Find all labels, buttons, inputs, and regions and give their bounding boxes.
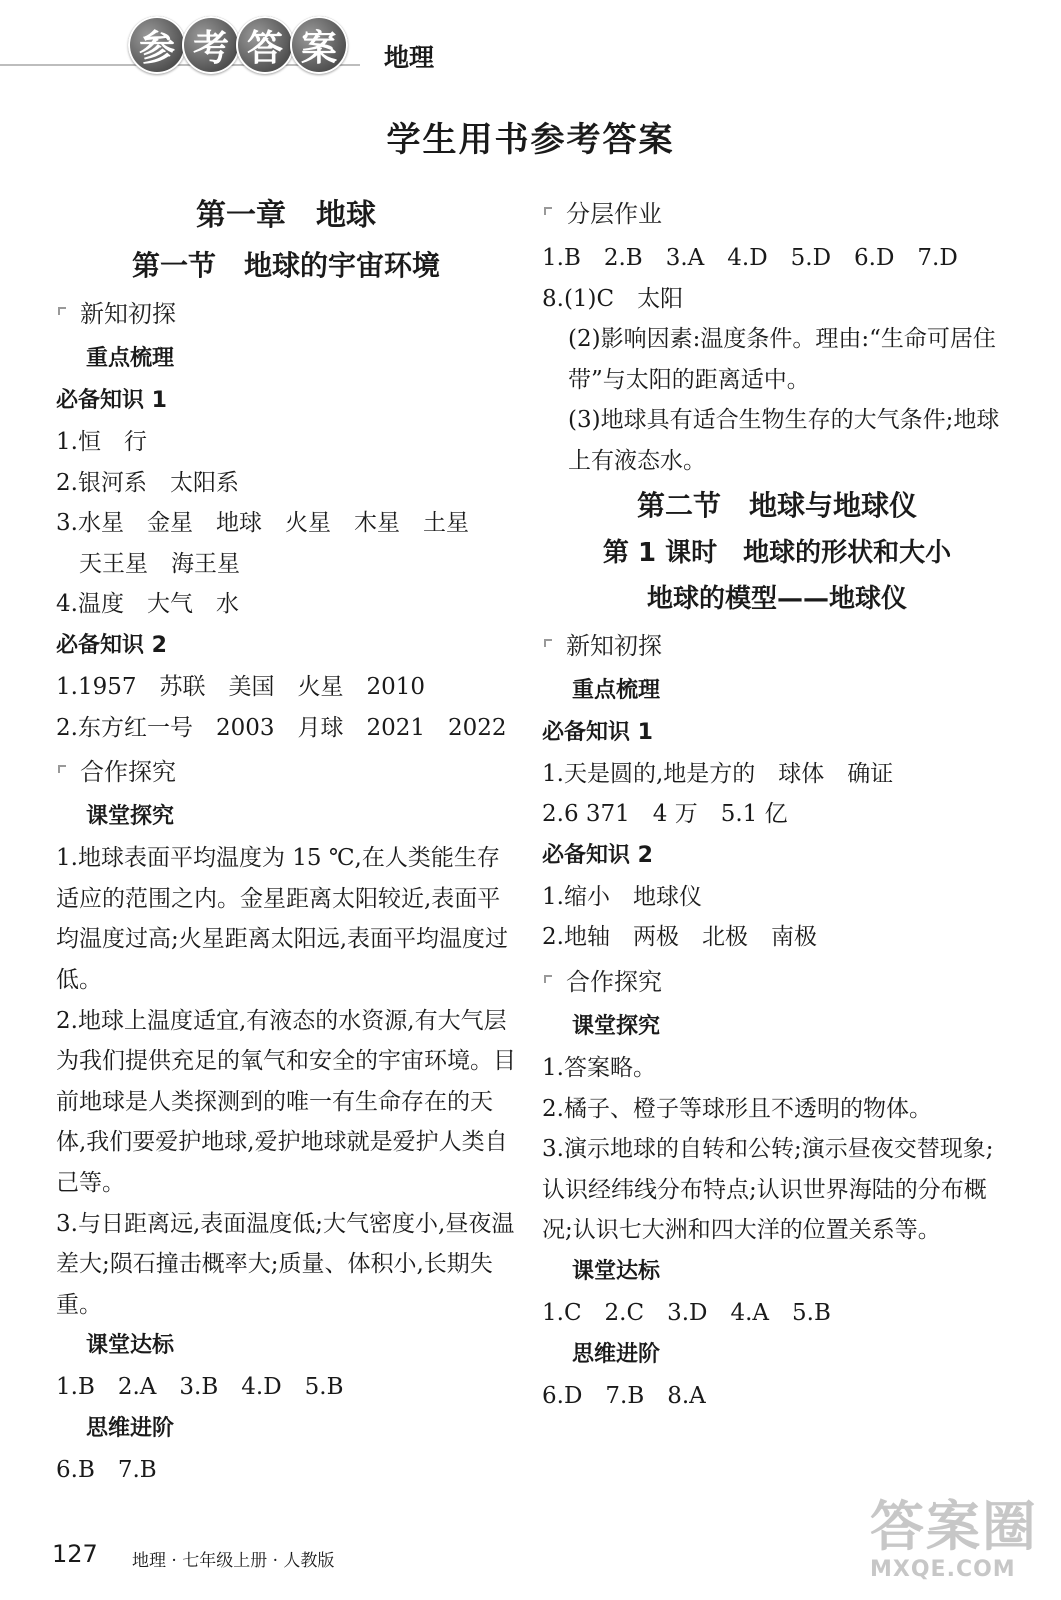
answer-line: 1.C 2.C 3.D 4.A 5.B xyxy=(542,1299,831,1326)
lesson-title: 第 1 课时 地球的形状和大小 xyxy=(602,537,952,568)
answer-line: 2.银河系 太阳系 xyxy=(56,469,239,496)
knowledge-heading: 必备知识 1 xyxy=(56,388,167,413)
watermark-text: 答案圈 xyxy=(870,1495,1038,1558)
answer-line: 4.温度 大气 水 xyxy=(56,591,239,618)
corner-bracket-icon xyxy=(56,305,74,323)
section-title: 第一节 地球的宇宙环境 xyxy=(131,249,440,282)
answer-line: 3.水星 金星 地球 火星 木星 土星 xyxy=(56,510,469,537)
subject-label: 地理 xyxy=(384,43,435,72)
section-title: 第二节 地球与地球仪 xyxy=(636,488,917,522)
answer-paragraph: (3)地球具有适合生物生存的大气条件;地球上有液态水。 xyxy=(568,407,1000,474)
corner-bracket-icon xyxy=(542,205,560,223)
header-badges xyxy=(128,16,344,74)
header-badge: 考 xyxy=(182,16,240,74)
category-heading xyxy=(542,958,1012,1006)
knowledge-heading: 必备知识 2 xyxy=(542,842,653,868)
category-label: 新知初探 xyxy=(566,631,662,660)
answer-line: 1.恒 行 xyxy=(56,429,147,455)
category-label: 分层作业 xyxy=(566,200,662,228)
header-badge: 答 xyxy=(236,16,294,74)
answer-line: 1.B 2.B 3.A 4.D 5.D 6.D 7.D xyxy=(542,245,958,271)
category-label: 合作探究 xyxy=(80,758,176,787)
page-number: 127 xyxy=(52,1540,98,1568)
category-heading xyxy=(542,622,1012,670)
knowledge-heading: 必备知识 2 xyxy=(56,632,167,658)
chapter-title: 第一章 地球 xyxy=(196,198,376,233)
header-badge: 案 xyxy=(290,16,348,74)
answer-paragraph: 1.地球表面平均温度为 15 ℃,在人类能生存适应的范围之内。金星距离太阳较近,表面平均温度过高;火星距离太阳远,表面平均温度过低。 xyxy=(56,845,509,993)
answer-paragraph: 3.演示地球的自转和公转;演示昼夜交替现象;认识经纬线分布特点;认识世界海陆的分布概况;认识七大洲和四大洋的位置关系等。 xyxy=(542,1136,994,1244)
book-info: 地理 · 七年级上册 · 人教版 xyxy=(132,1551,335,1571)
subheading: 重点梳理 xyxy=(86,346,175,371)
header-badge: 参 xyxy=(128,16,186,74)
subheading: 思维进阶 xyxy=(572,1341,661,1367)
corner-bracket-icon xyxy=(542,973,560,991)
corner-bracket-icon xyxy=(542,637,560,655)
answer-line: 天王星 海王星 xyxy=(56,550,240,577)
answer-line: 2.6 371 4 万 5.1 亿 xyxy=(542,801,788,828)
answer-paragraph: (2)影响因素:温度条件。理由:“生命可居住带”与太阳的距离适中。 xyxy=(568,326,996,393)
subheading: 课堂探究 xyxy=(572,1013,661,1039)
page-title: 学生用书参考答案 xyxy=(386,120,675,160)
watermark-url: MXQE.COM xyxy=(870,1557,1016,1582)
subheading: 课堂探究 xyxy=(86,804,175,830)
answer-paragraph: 1.答案略。 xyxy=(542,1054,656,1081)
answer-paragraph: 2.地球上温度适宜,有液态的水资源,有大气层为我们提供充足的氧气和安全的宇宙环境。目前地球是人类探测到的唯一有生命存在的天体,我们要爱护地球,爱护地球就是爱护人类自己等。 xyxy=(56,1007,516,1196)
category-label: 新知初探 xyxy=(80,300,176,328)
answer-line: 2.地轴 两极 北极 南极 xyxy=(542,924,817,951)
knowledge-heading: 必备知识 1 xyxy=(542,719,653,745)
answer-line: 6.B 7.B xyxy=(56,1456,157,1483)
answer-paragraph: 2.橘子、橙子等球形且不透明的物体。 xyxy=(542,1095,932,1122)
right-column xyxy=(542,190,1012,1416)
answer-line: 6.D 7.B 8.A xyxy=(542,1382,706,1409)
subheading: 课堂达标 xyxy=(572,1258,661,1284)
answer-line: 1.天是圆的,地是方的 球体 确证 xyxy=(542,760,894,787)
answer-line: 2.东方红一号 2003 月球 2021 2022 xyxy=(56,714,507,741)
answer-line: 1.缩小 地球仪 xyxy=(542,883,702,910)
subheading: 课堂达标 xyxy=(86,1333,175,1359)
answer-line: 1.B 2.A 3.B 4.D 5.B xyxy=(56,1374,344,1401)
answer-line: 8.(1)C 太阳 xyxy=(542,285,684,312)
category-label: 合作探究 xyxy=(566,967,662,996)
left-column xyxy=(56,190,516,1490)
answer-line: 1.1957 苏联 美国 火星 2010 xyxy=(56,673,426,700)
category-heading xyxy=(56,290,516,338)
watermark-logo xyxy=(870,1484,1050,1594)
subheading: 重点梳理 xyxy=(572,677,661,703)
answer-paragraph: 3.与日距离远,表面温度低;大气密度小,昼夜温差大;陨石撞击概率大;质量、体积小,长期失重。 xyxy=(56,1210,515,1318)
lesson-title: 地球的模型——地球仪 xyxy=(646,583,907,614)
category-heading xyxy=(542,190,1012,238)
corner-bracket-icon xyxy=(56,763,74,781)
category-heading xyxy=(56,748,516,796)
subheading: 思维进阶 xyxy=(86,1415,175,1441)
